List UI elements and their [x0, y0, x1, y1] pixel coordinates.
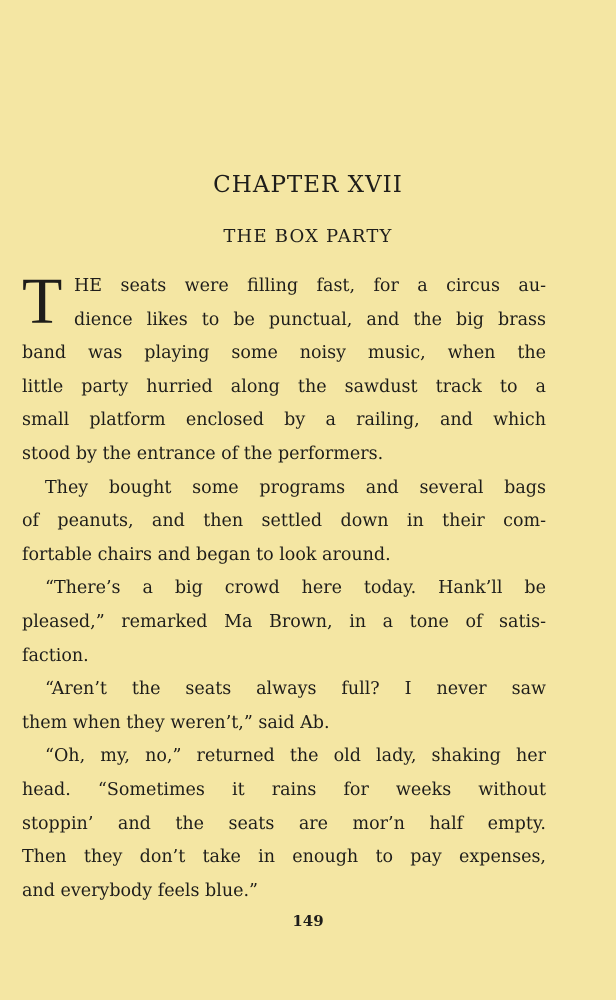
- text-line: little party hurried along the sawdust track to a: [22, 376, 546, 397]
- chapter-heading: CHAPTER XVII: [213, 172, 403, 198]
- text-line: HE seats were filling fast, for a circus au-: [74, 276, 546, 296]
- text-line: fortable chairs and began to look around.: [22, 544, 391, 565]
- chapter-title: THE BOX PARTY: [223, 226, 393, 247]
- text-line: They bought some programs and several bags: [45, 477, 546, 498]
- text-line: pleased,” remarked Ma Brown, in a tone of satis-: [22, 611, 546, 632]
- text-line: dience likes to be punctual, and the big brass: [74, 309, 546, 330]
- page-number: 149: [292, 912, 324, 930]
- text-line: faction.: [22, 645, 89, 666]
- body-text: [22, 265, 546, 908]
- text-line: small platform enclosed by a railing, and which: [22, 410, 546, 431]
- text-line: “Aren’t the seats always full? I never saw: [45, 679, 546, 700]
- text-line: stood by the entrance of the performers.: [22, 443, 384, 464]
- text-line: of peanuts, and then settled down in their com-: [22, 511, 546, 532]
- text-line: band was playing some noisy music, when the: [22, 343, 546, 364]
- text-line: Then they don’t take in enough to pay expenses,: [22, 847, 546, 868]
- drop-cap: T: [22, 265, 63, 338]
- opening-paragraph-start: [22, 265, 546, 338]
- text-line: and everybody feels blue.”: [22, 880, 258, 901]
- text-line: “Oh, my, no,” returned the old lady, shaking her: [45, 746, 546, 767]
- text-line: them when they weren’t,” said Ab.: [22, 712, 330, 733]
- text-line: “There’s a big crowd here today. Hank’ll be: [45, 578, 546, 599]
- text-line: stoppin’ and the seats are mor’n half empty.: [22, 813, 546, 834]
- text-line: head. “Sometimes it rains for weeks without: [22, 779, 546, 800]
